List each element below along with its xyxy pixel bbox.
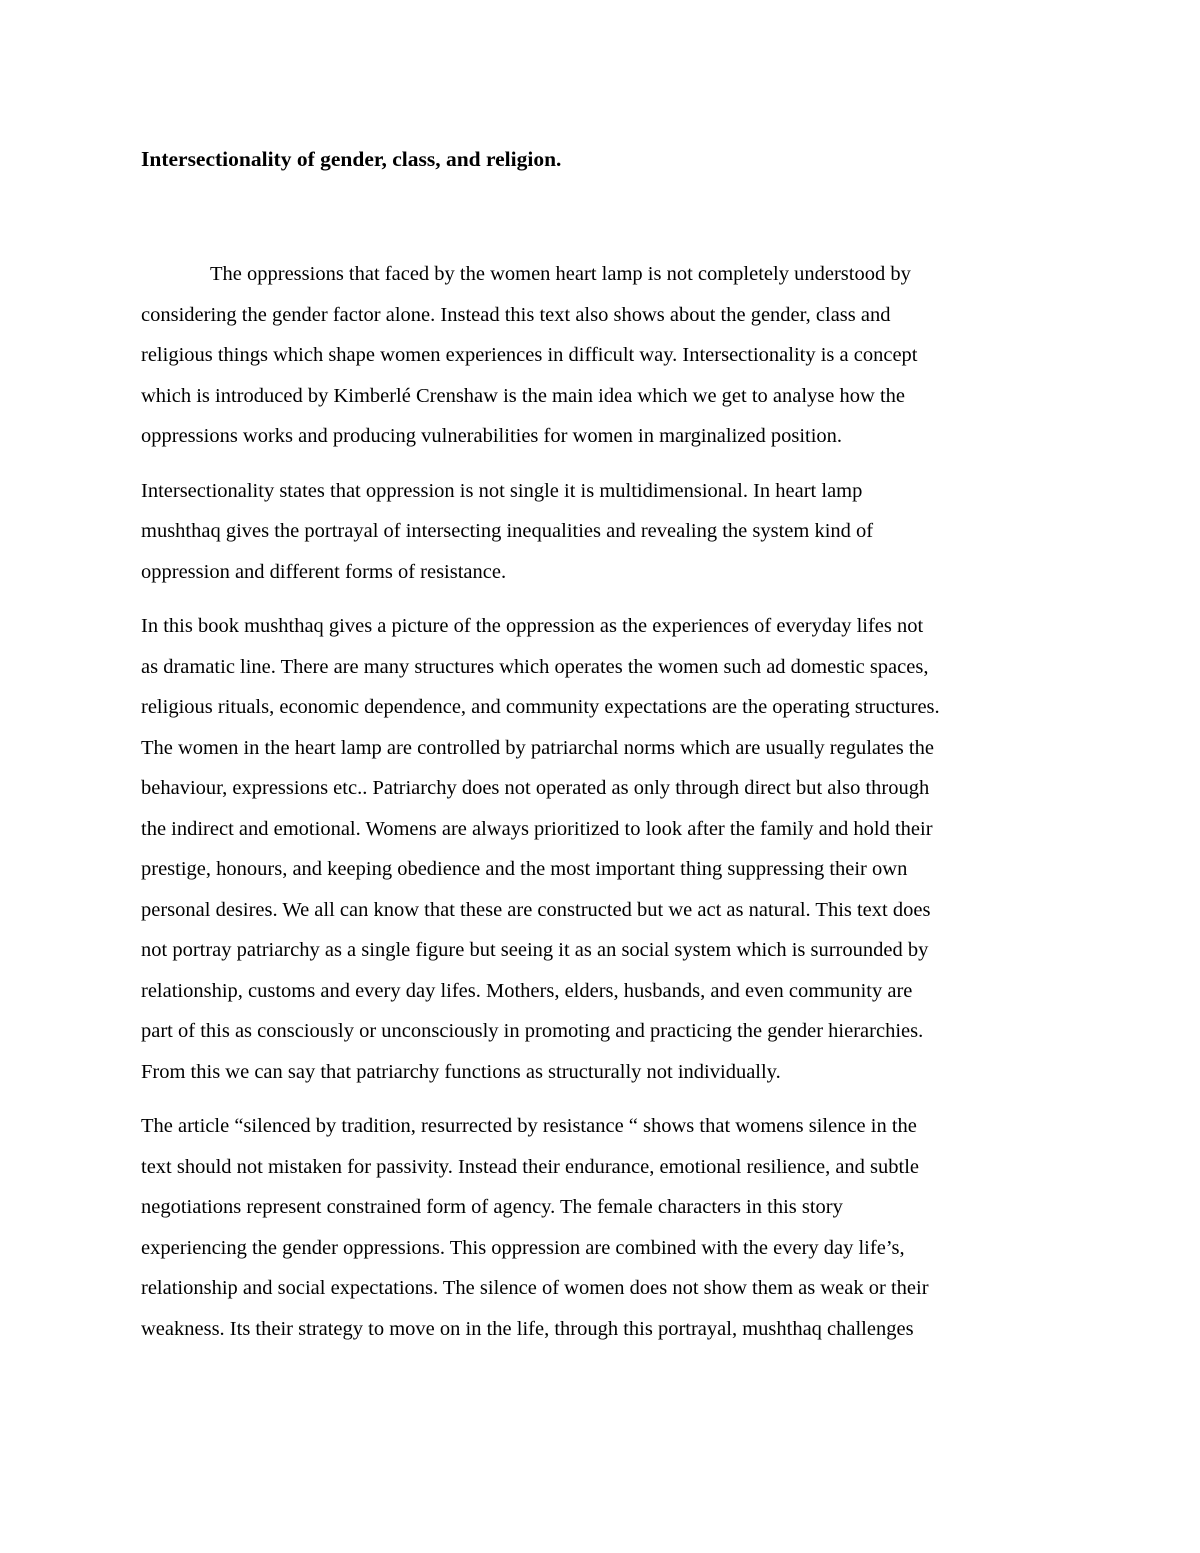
paragraph-line: The women in the heart lamp are controlled by patriarchal norms which are usually regulates the [141, 736, 934, 759]
paragraph-line: experiencing the gender oppressions. This oppression are combined with the every day life’s, [141, 1236, 905, 1259]
paragraph-line: the indirect and emotional. Womens are always prioritized to look after the family and hold their [141, 817, 933, 840]
paragraph-line: religious rituals, economic dependence, and community expectations are the operating structures. [141, 696, 940, 718]
paragraph-4 [141, 1106, 1081, 1349]
paragraph-line: behaviour, expressions etc.. Patriarchy does not operated as only through direct but also through [141, 777, 930, 799]
paragraph-line: which is introduced by Kimberlé Crenshaw is the main idea which we get to analyse how the [141, 384, 905, 407]
paragraph-line: In this book mushthaq gives a picture of the oppression as the experiences of everyday lifes not [141, 615, 924, 637]
document-title: Intersectionality of gender, class, and religion. [141, 147, 562, 171]
document-body [141, 254, 1081, 1363]
paragraph-line: prestige, honours, and keeping obedience and the most important thing suppressing their own [141, 858, 908, 880]
paragraph-line: not portray patriarchy as a single figure but seeing it as an social system which is surrounded by [141, 939, 929, 961]
paragraph-line: as dramatic line. There are many structures which operates the women such ad domestic spaces, [141, 655, 929, 678]
paragraph-line: mushthaq gives the portrayal of intersecting inequalities and revealing the system kind of [141, 520, 874, 542]
paragraph-line: Intersectionality states that oppression is not single it is multidimensional. In heart lamp [141, 479, 863, 502]
paragraph-line: part of this as consciously or unconsciously in promoting and practicing the gender hierarchies. [141, 1020, 924, 1042]
paragraph-line: From this we can say that patriarchy functions as structurally not individually. [141, 1060, 781, 1083]
paragraph-line: relationship and social expectations. The silence of women does not show them as weak or their [141, 1277, 929, 1299]
paragraph-line: text should not mistaken for passivity. Instead their endurance, emotional resilience, and subtle [141, 1155, 920, 1178]
paragraph-1 [141, 254, 1081, 457]
paragraph-line: personal desires. We all can know that these are constructed but we act as natural. This text does [141, 898, 931, 921]
paragraph-line: weakness. Its their strategy to move on in the life, through this portrayal, mushthaq challenges [141, 1317, 914, 1340]
paragraph-line: oppression and different forms of resistance. [141, 560, 507, 583]
paragraph-line: The oppressions that faced by the women heart lamp is not completely understood by [210, 263, 911, 285]
paragraph-3 [141, 606, 1081, 1092]
paragraph-line: The article “silenced by tradition, resurrected by resistance “ shows that womens silence in the [141, 1115, 917, 1137]
paragraph-line: relationship, customs and every day lifes. Mothers, elders, husbands, and even community are [141, 979, 913, 1002]
paragraph-2 [141, 471, 1081, 593]
paragraph-line: religious things which shape women experiences in difficult way. Intersectionality is a concept [141, 344, 918, 366]
paragraph-line: negotiations represent constrained form of agency. The female characters in this story [141, 1196, 843, 1218]
paragraph-line: considering the gender factor alone. Instead this text also shows about the gender, class and [141, 303, 891, 326]
paragraph-line: oppressions works and producing vulnerabilities for women in marginalized position. [141, 425, 843, 447]
